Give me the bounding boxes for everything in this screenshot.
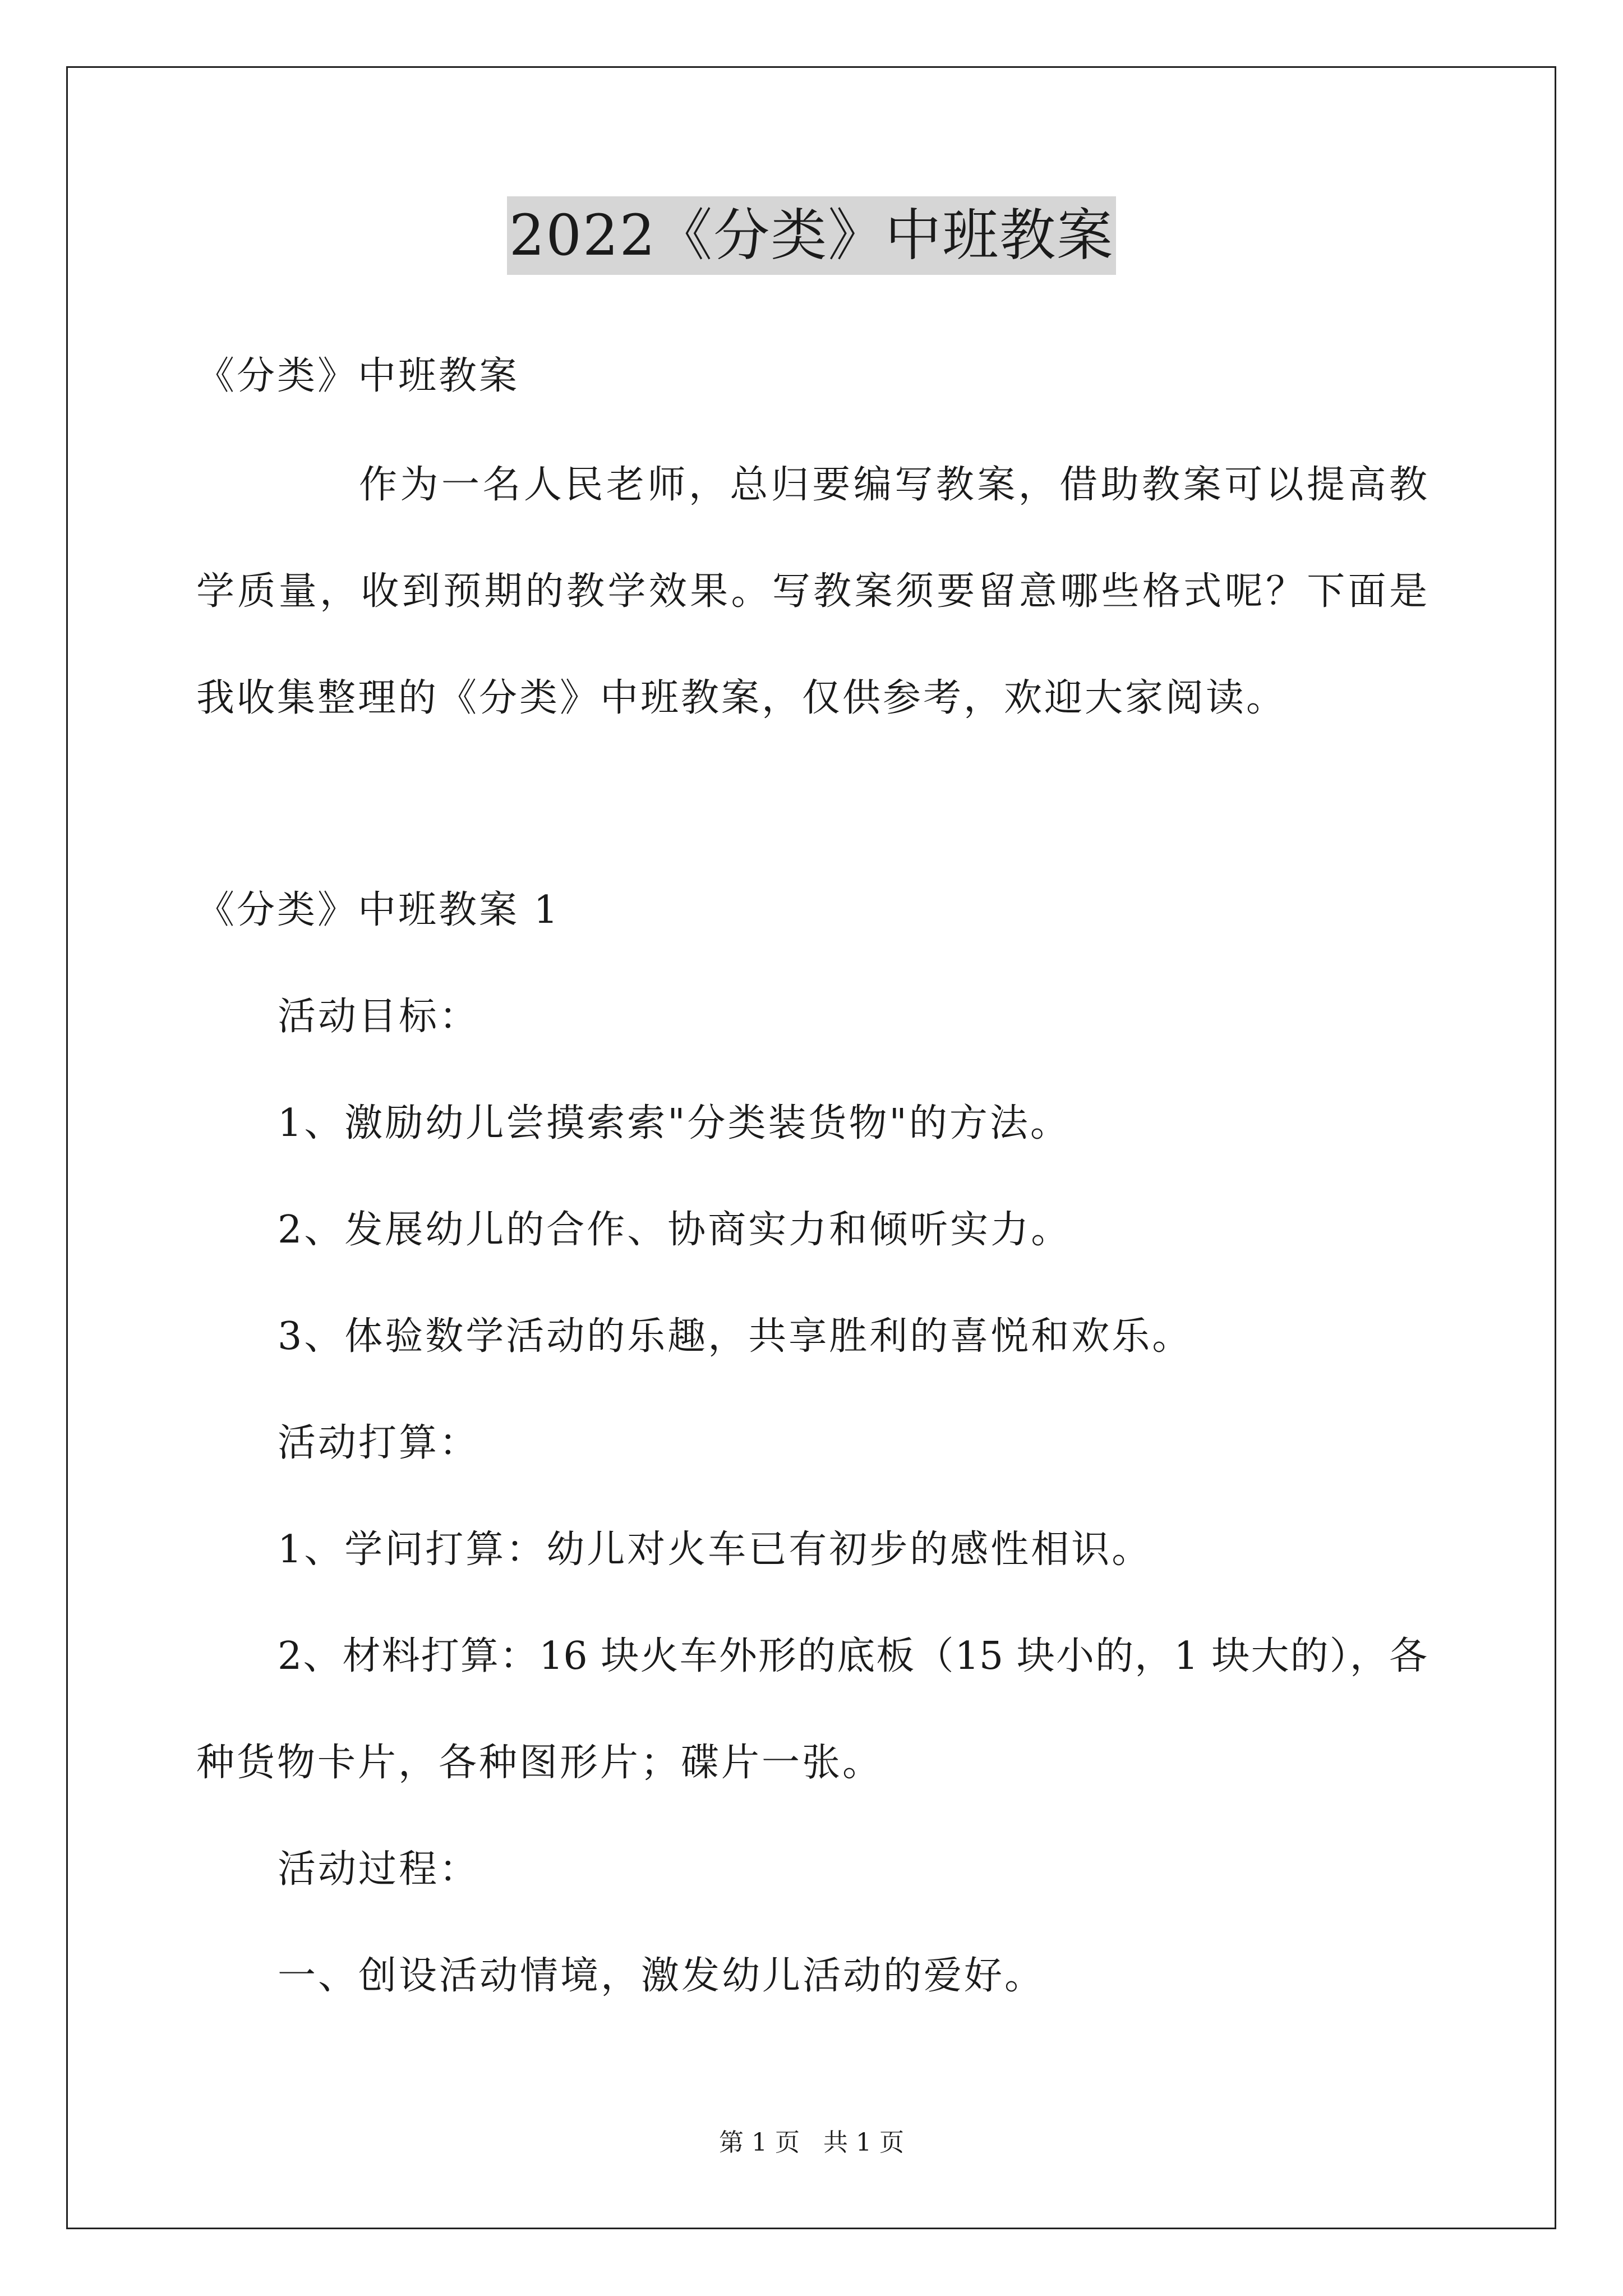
intro-line-3: 我收集整理的《分类》中班教案，仅供参考，欢迎大家阅读。: [196, 676, 1287, 720]
page-number-footer: 第 1 页 共 1 页: [719, 2128, 904, 2157]
prep-item-2-line-1: 2、材料打算：16 块火车外形的底板（15 块小的，1 块大的），各: [278, 1634, 1427, 1678]
goal-item-1: 1、激励幼儿尝摸索索"分类装货物"的方法。: [278, 1101, 1071, 1145]
prep-item-1: 1、学问打算：幼儿对火车已有初步的感性相识。: [278, 1527, 1152, 1572]
intro-line-2: 学质量，收到预期的教学效果。写教案须要留意哪些格式呢？下面是: [196, 569, 1427, 614]
goals-heading: 活动目标：: [278, 995, 480, 1039]
document-subtitle: 《分类》中班教案: [196, 354, 520, 398]
prep-item-2-line-2: 种货物卡片，各种图形片；碟片一张。: [196, 1741, 883, 1785]
process-item-1: 一、创设活动情境，激发幼儿活动的爱好。: [278, 1954, 1045, 1998]
section-heading: 《分类》中班教案 1: [196, 888, 560, 932]
prep-heading: 活动打算：: [278, 1421, 480, 1465]
document-title: 2022《分类》中班教案: [507, 196, 1117, 275]
title-container: [0, 196, 1623, 275]
intro-line-1: 作为一名人民老师，总归要编写教案，借助教案可以提高教: [359, 463, 1427, 507]
goal-item-3: 3、体验数学活动的乐趣，共享胜利的喜悦和欢乐。: [278, 1314, 1193, 1359]
process-heading: 活动过程：: [278, 1847, 480, 1892]
goal-item-2: 2、发展幼儿的合作、协商实力和倾听实力。: [278, 1208, 1072, 1252]
